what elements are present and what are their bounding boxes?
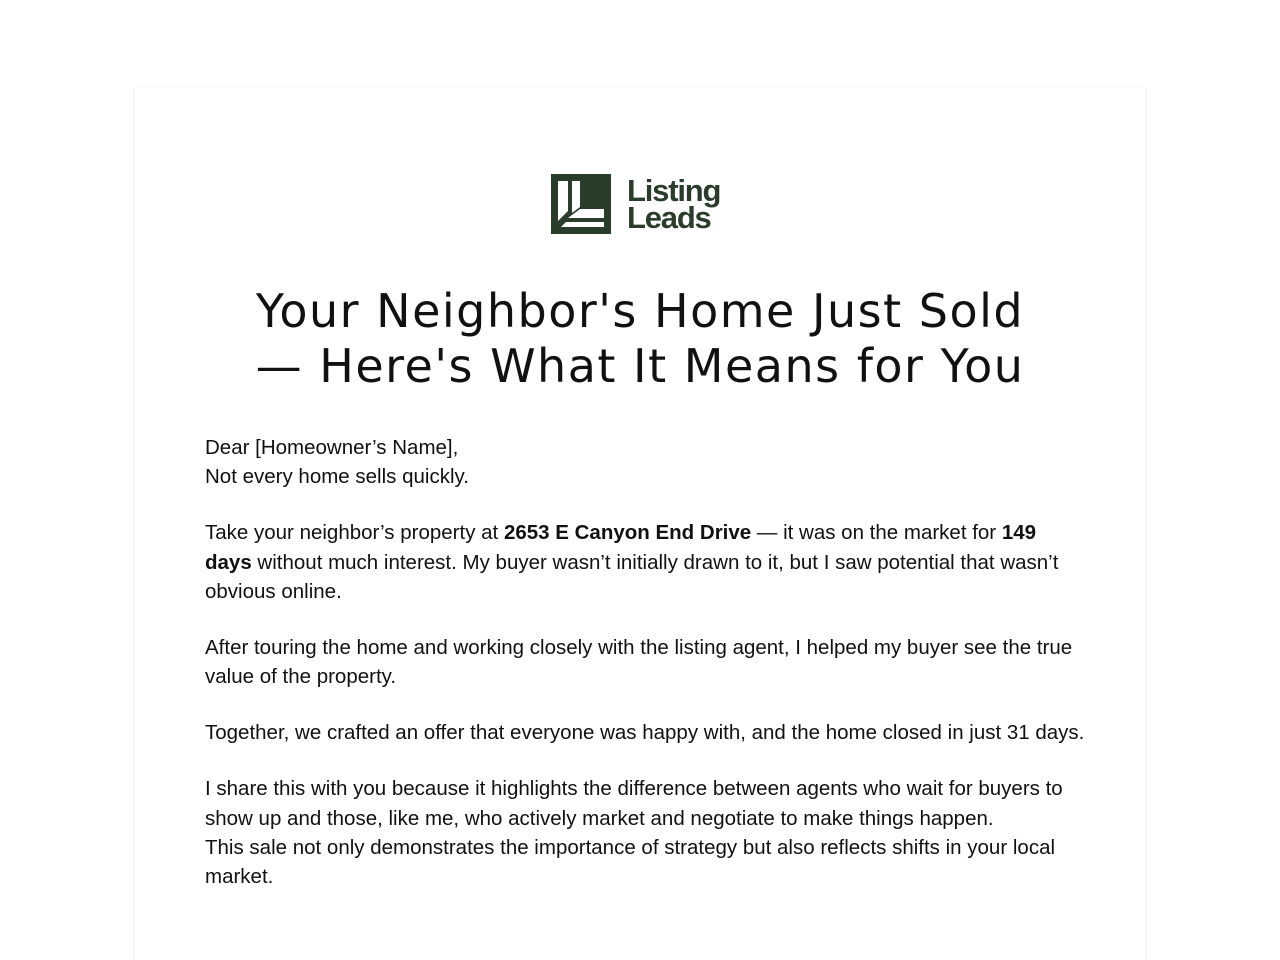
p1-text-a: Take your neighbor’s property at <box>205 521 504 545</box>
p1-text-c: without much interest. My buyer wasn’t initially drawn to it, but I saw potential that wasn’t obvious online. <box>205 550 1059 604</box>
letter-body <box>205 433 1085 892</box>
brand-name-line2: Leads <box>627 200 711 235</box>
title-line-1: Your Neighbor's Home Just Sold <box>255 284 1025 338</box>
brand-logo <box>551 174 720 234</box>
title-line-2: — Here's What It Means for You <box>255 339 1025 393</box>
p1-text-b: — it was on the market for <box>751 521 1002 545</box>
intro-line: Not every home sells quickly. <box>205 465 469 489</box>
letter-page <box>134 88 1146 960</box>
paragraph-sale-story <box>205 518 1085 606</box>
paragraph-offer: Together, we crafted an offer that everyone was happy with, and the home closed in just 31 days. <box>205 721 1085 745</box>
paragraph-market: This sale not only demonstrates the importance of strategy but also reflects shifts in your local market. <box>205 836 1056 889</box>
property-address: 2653 E Canyon End Drive <box>503 521 752 545</box>
paragraph-difference: I share this with you because it highlights the difference between agents who wait for buyers to show up and those, like me, who actively market and negotiate to make things happen. <box>205 777 1063 830</box>
listing-leads-logo-icon <box>551 174 611 234</box>
days-on-market: 149 days <box>205 521 1037 574</box>
paragraph-touring: After touring the home and working closely with the listing agent, I helped my buyer see the true value of the property. <box>205 636 1073 689</box>
page-title <box>135 284 1145 394</box>
salutation: Dear [Homeowner’s Name], <box>205 436 459 459</box>
brand-name-line1: Listing <box>627 173 721 208</box>
